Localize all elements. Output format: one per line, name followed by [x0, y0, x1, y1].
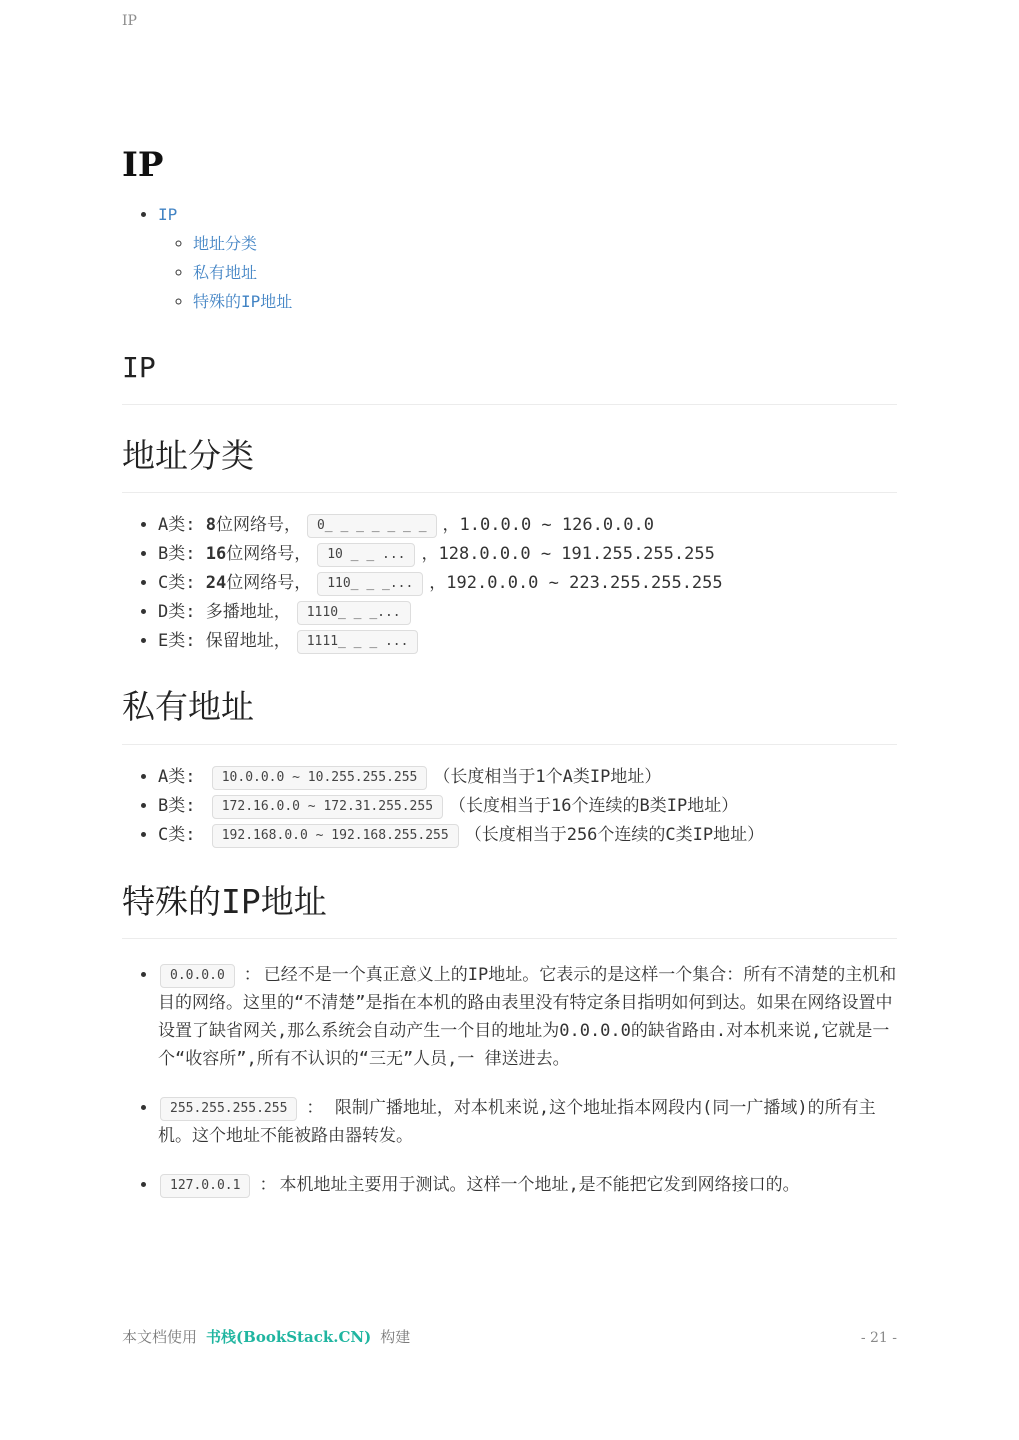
list-item-broadcast-address: [158, 1094, 897, 1150]
list-item-private-c: [158, 821, 897, 850]
item-label: A类:: [158, 515, 206, 536]
address-classification-list: [122, 511, 897, 656]
section-heading-special-ip-address: 特殊的IP地址: [122, 884, 897, 939]
colon-separator: ：: [259, 1174, 277, 1195]
item-description: 限制广播地址，对本机来说,这个地址指本网段内(同一广播域)的所有主机。这个地址不能被路由器转发。: [158, 1097, 876, 1146]
ip-range-text: ，128.0.0.0 ~ 191.255.255.255: [421, 544, 715, 565]
list-item-zero-address: [158, 961, 897, 1073]
item-description: 已经不是一个真正意义上的IP地址。它表示的是这样一个集合：所有不清楚的主机和目的网络。这里的“不清楚”是指在本机的路由表里没有特定条目指明如何到达。如果在网络设置中设置了缺省网关,那么系统会自动产生一个目的地址为0.0.0.0的缺省路由.对本机来说,它就是一个“收容所”,所有不认识的“三无”人员,一 律送进去。: [158, 964, 897, 1069]
item-label: D类:: [158, 602, 206, 623]
running-header-label: IP: [122, 13, 137, 29]
toc-link-address-classification[interactable]: 地址分类: [193, 234, 258, 253]
item-note: （长度相当于1个A类IP地址）: [433, 766, 662, 787]
item-text: 多播地址，: [205, 602, 291, 623]
item-label: B类:: [158, 795, 206, 816]
ip-range-code: 192.168.0.0 ~ 192.168.255.255: [212, 824, 459, 848]
page-footer: [122, 1326, 897, 1347]
binary-pattern-code: 0_ _ _ _ _ _ _: [307, 514, 437, 538]
list-item-class-e: [158, 627, 897, 656]
bookstack-brand-link[interactable]: 书栈(BookStack.CN): [206, 1328, 372, 1346]
item-text: 位网络号，: [226, 573, 312, 594]
binary-pattern-code: 10 _ _ ...: [317, 543, 415, 567]
document-title: IP: [122, 145, 164, 185]
section-heading-address-classification: 地址分类: [122, 438, 897, 493]
bold-bits: 24: [205, 573, 227, 594]
list-item-class-b: [158, 540, 897, 569]
binary-pattern-code: 110_ _ _...: [317, 572, 423, 596]
item-label: E类:: [158, 631, 206, 652]
toc-link-private-address[interactable]: 私有地址: [193, 263, 258, 282]
toc-item-ip: [158, 200, 897, 316]
private-address-list: [122, 763, 897, 850]
footer-attribution: [122, 1326, 410, 1347]
item-description: 本机地址主要用于测试。这样一个地址,是不能把它发到网络接口的。: [279, 1174, 800, 1195]
list-item-private-a: [158, 763, 897, 792]
list-item-class-a: [158, 511, 897, 540]
ip-address-code: 127.0.0.1: [160, 1174, 250, 1198]
binary-pattern-code: 1111_ _ _ ...: [297, 630, 419, 654]
toc-item-special-ip-address: [193, 287, 897, 316]
ip-range-code: 172.16.0.0 ~ 172.31.255.255: [212, 795, 443, 819]
item-text: 位网络号，: [226, 544, 312, 565]
ip-range-text: ，192.0.0.0 ~ 223.255.255.255: [429, 573, 723, 594]
ip-range-text: ，1.0.0.0 ~ 126.0.0.0: [442, 515, 655, 536]
footer-suffix: 构建: [371, 1328, 411, 1346]
ip-range-code: 10.0.0.0 ~ 10.255.255.255: [212, 766, 428, 790]
page-number: - 21 -: [860, 1330, 897, 1346]
toc-link-special-ip-address[interactable]: 特殊的IP地址: [193, 292, 293, 311]
colon-separator: ：: [306, 1097, 315, 1118]
item-text: 保留地址，: [205, 631, 291, 652]
ip-address-code: 0.0.0.0: [160, 964, 235, 988]
special-address-list: [122, 961, 897, 1199]
item-label: C类:: [158, 824, 206, 845]
table-of-contents: [122, 200, 897, 316]
list-item-class-c: [158, 569, 897, 598]
item-note: （长度相当于16个连续的B类IP地址）: [449, 795, 739, 816]
colon-separator: ：: [243, 964, 261, 985]
list-item-class-d: [158, 598, 897, 627]
list-item-private-b: [158, 792, 897, 821]
item-label: C类:: [158, 573, 206, 594]
bold-bits: 8: [205, 515, 216, 536]
toc-item-address-classification: [193, 229, 897, 258]
section-heading-private-address: 私有地址: [122, 689, 897, 744]
item-label: B类:: [158, 544, 206, 565]
bold-bits: 16: [205, 544, 227, 565]
item-text: 位网络号，: [215, 515, 301, 536]
toc-link-ip[interactable]: IP: [158, 205, 178, 224]
ip-address-code: 255.255.255.255: [160, 1097, 297, 1121]
list-item-loopback-address: [158, 1171, 897, 1199]
toc-item-private-address: [193, 258, 897, 287]
binary-pattern-code: 1110_ _ _...: [297, 601, 411, 625]
item-note: （长度相当于256个连续的C类IP地址）: [464, 824, 765, 845]
item-label: A类:: [158, 766, 206, 787]
section-heading-ip: IP: [122, 354, 897, 405]
footer-prefix: 本文档使用: [122, 1328, 207, 1346]
